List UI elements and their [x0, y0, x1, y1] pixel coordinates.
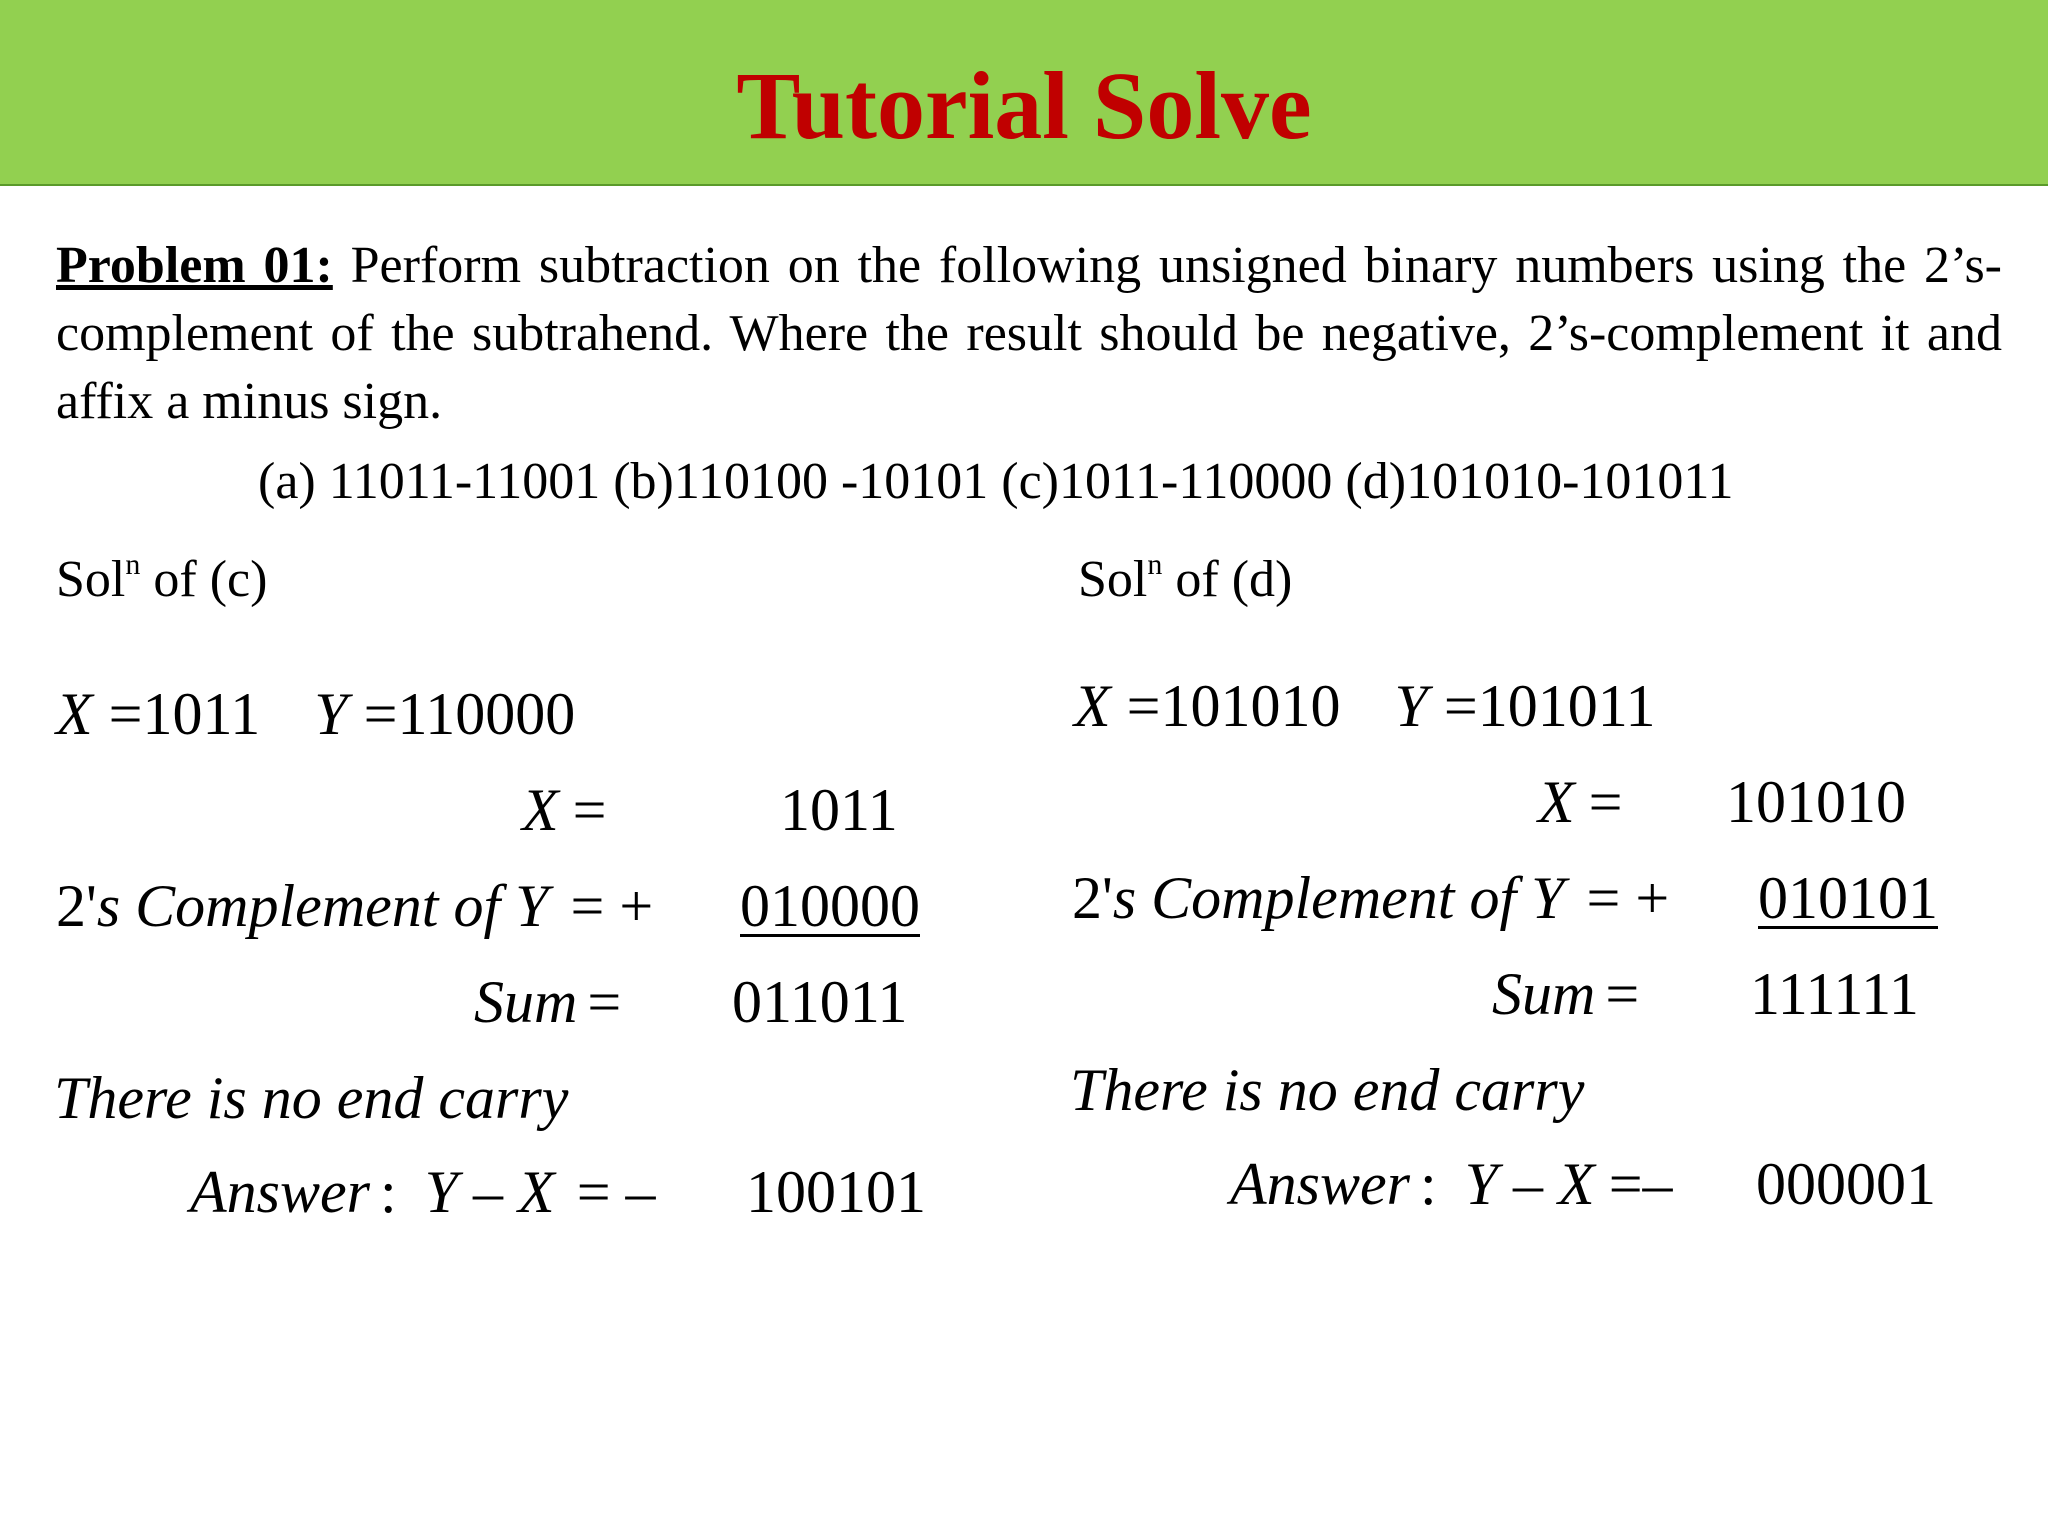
- solution-c-sum-value: 011011: [732, 969, 908, 1035]
- solution-c-x-value: 1011: [780, 777, 898, 843]
- heading-text: Sol: [56, 551, 126, 608]
- problem-label: Problem 01:: [56, 237, 333, 294]
- y-symbol: Y: [1394, 673, 1428, 739]
- equals: =: [1588, 769, 1623, 835]
- colon: :: [1420, 1151, 1437, 1217]
- heading-text: of (d): [1162, 551, 1293, 608]
- solution-c-sum-row: [474, 969, 622, 1035]
- title-banner: [0, 0, 2048, 186]
- x-symbol: X: [522, 777, 559, 843]
- equals: =: [1605, 961, 1640, 1027]
- solution-d-complement-value: 010101: [1758, 865, 1938, 931]
- y-value: =101011: [1443, 673, 1656, 739]
- equals-minus: = –: [576, 1159, 656, 1225]
- sum-label: Sum: [474, 969, 578, 1035]
- heading-text: Sol: [1078, 551, 1148, 608]
- solution-c-carry-note: There is no end carry: [54, 1065, 569, 1131]
- solution-d-xy-line: [1074, 673, 1656, 739]
- answer-expression: Y – X: [1464, 1151, 1595, 1217]
- equals-minus: =–: [1608, 1151, 1673, 1217]
- comp-prefix: 2': [1072, 865, 1113, 931]
- equals: =: [572, 777, 607, 843]
- problem-statement: [56, 232, 2002, 436]
- solution-d-answer-value: 000001: [1756, 1151, 1936, 1217]
- sum-label: Sum: [1492, 961, 1596, 1027]
- solution-d-complement-row: [1072, 865, 1670, 931]
- answer-label: Answer: [190, 1159, 370, 1225]
- solution-d-heading: [1078, 550, 1292, 606]
- solution-d-sum-value: 111111: [1750, 961, 1919, 1027]
- solution-d-carry-note: There is no end carry: [1070, 1057, 1585, 1123]
- solution-c-complement-row: [56, 873, 654, 939]
- comp-prefix: 2': [56, 873, 97, 939]
- comp-label: s Complement of Y: [96, 873, 549, 939]
- x-value: =1011: [108, 681, 261, 747]
- x-symbol: X: [1074, 673, 1111, 739]
- x-value: =101010: [1126, 673, 1341, 739]
- equals: =: [587, 969, 622, 1035]
- heading-text: of (c): [140, 551, 268, 608]
- solution-c-answer-value: 100101: [746, 1159, 926, 1225]
- equals-plus: = +: [570, 873, 654, 939]
- solution-d-x-value: 101010: [1726, 769, 1906, 835]
- y-symbol: Y: [314, 681, 348, 747]
- solution-c-heading: [56, 550, 267, 606]
- comp-label: s Complement of Y: [1112, 865, 1565, 931]
- problem-parts: (a) 11011-11001 (b)110100 -10101 (c)1011-110000 (d)101010-101011: [258, 453, 1734, 510]
- solution-c-x-row: [522, 777, 607, 843]
- heading-superscript: n: [125, 548, 141, 581]
- solution-c-answer-row: [190, 1159, 656, 1225]
- solution-d-x-row: [1538, 769, 1623, 835]
- solution-d-answer-row: [1230, 1151, 1673, 1217]
- answer-label: Answer: [1230, 1151, 1410, 1217]
- heading-superscript: n: [1147, 548, 1163, 581]
- x-symbol: X: [56, 681, 93, 747]
- solution-c-complement-value: 010000: [740, 873, 920, 939]
- solution-d-sum-row: [1492, 961, 1640, 1027]
- y-value: =110000: [363, 681, 576, 747]
- answer-expression: Y – X: [424, 1159, 555, 1225]
- colon: :: [380, 1159, 397, 1225]
- problem-text: Perform subtraction on the following unsigned binary numbers using the 2’s-complement of the subtrahend. Where the result should be negative, 2’s-complement it and affix a minus sign.: [56, 237, 2002, 430]
- equals-plus: = +: [1586, 865, 1670, 931]
- x-symbol: X: [1538, 769, 1575, 835]
- solution-c-xy-line: [56, 681, 576, 747]
- page-title: Tutorial Solve: [736, 52, 1312, 159]
